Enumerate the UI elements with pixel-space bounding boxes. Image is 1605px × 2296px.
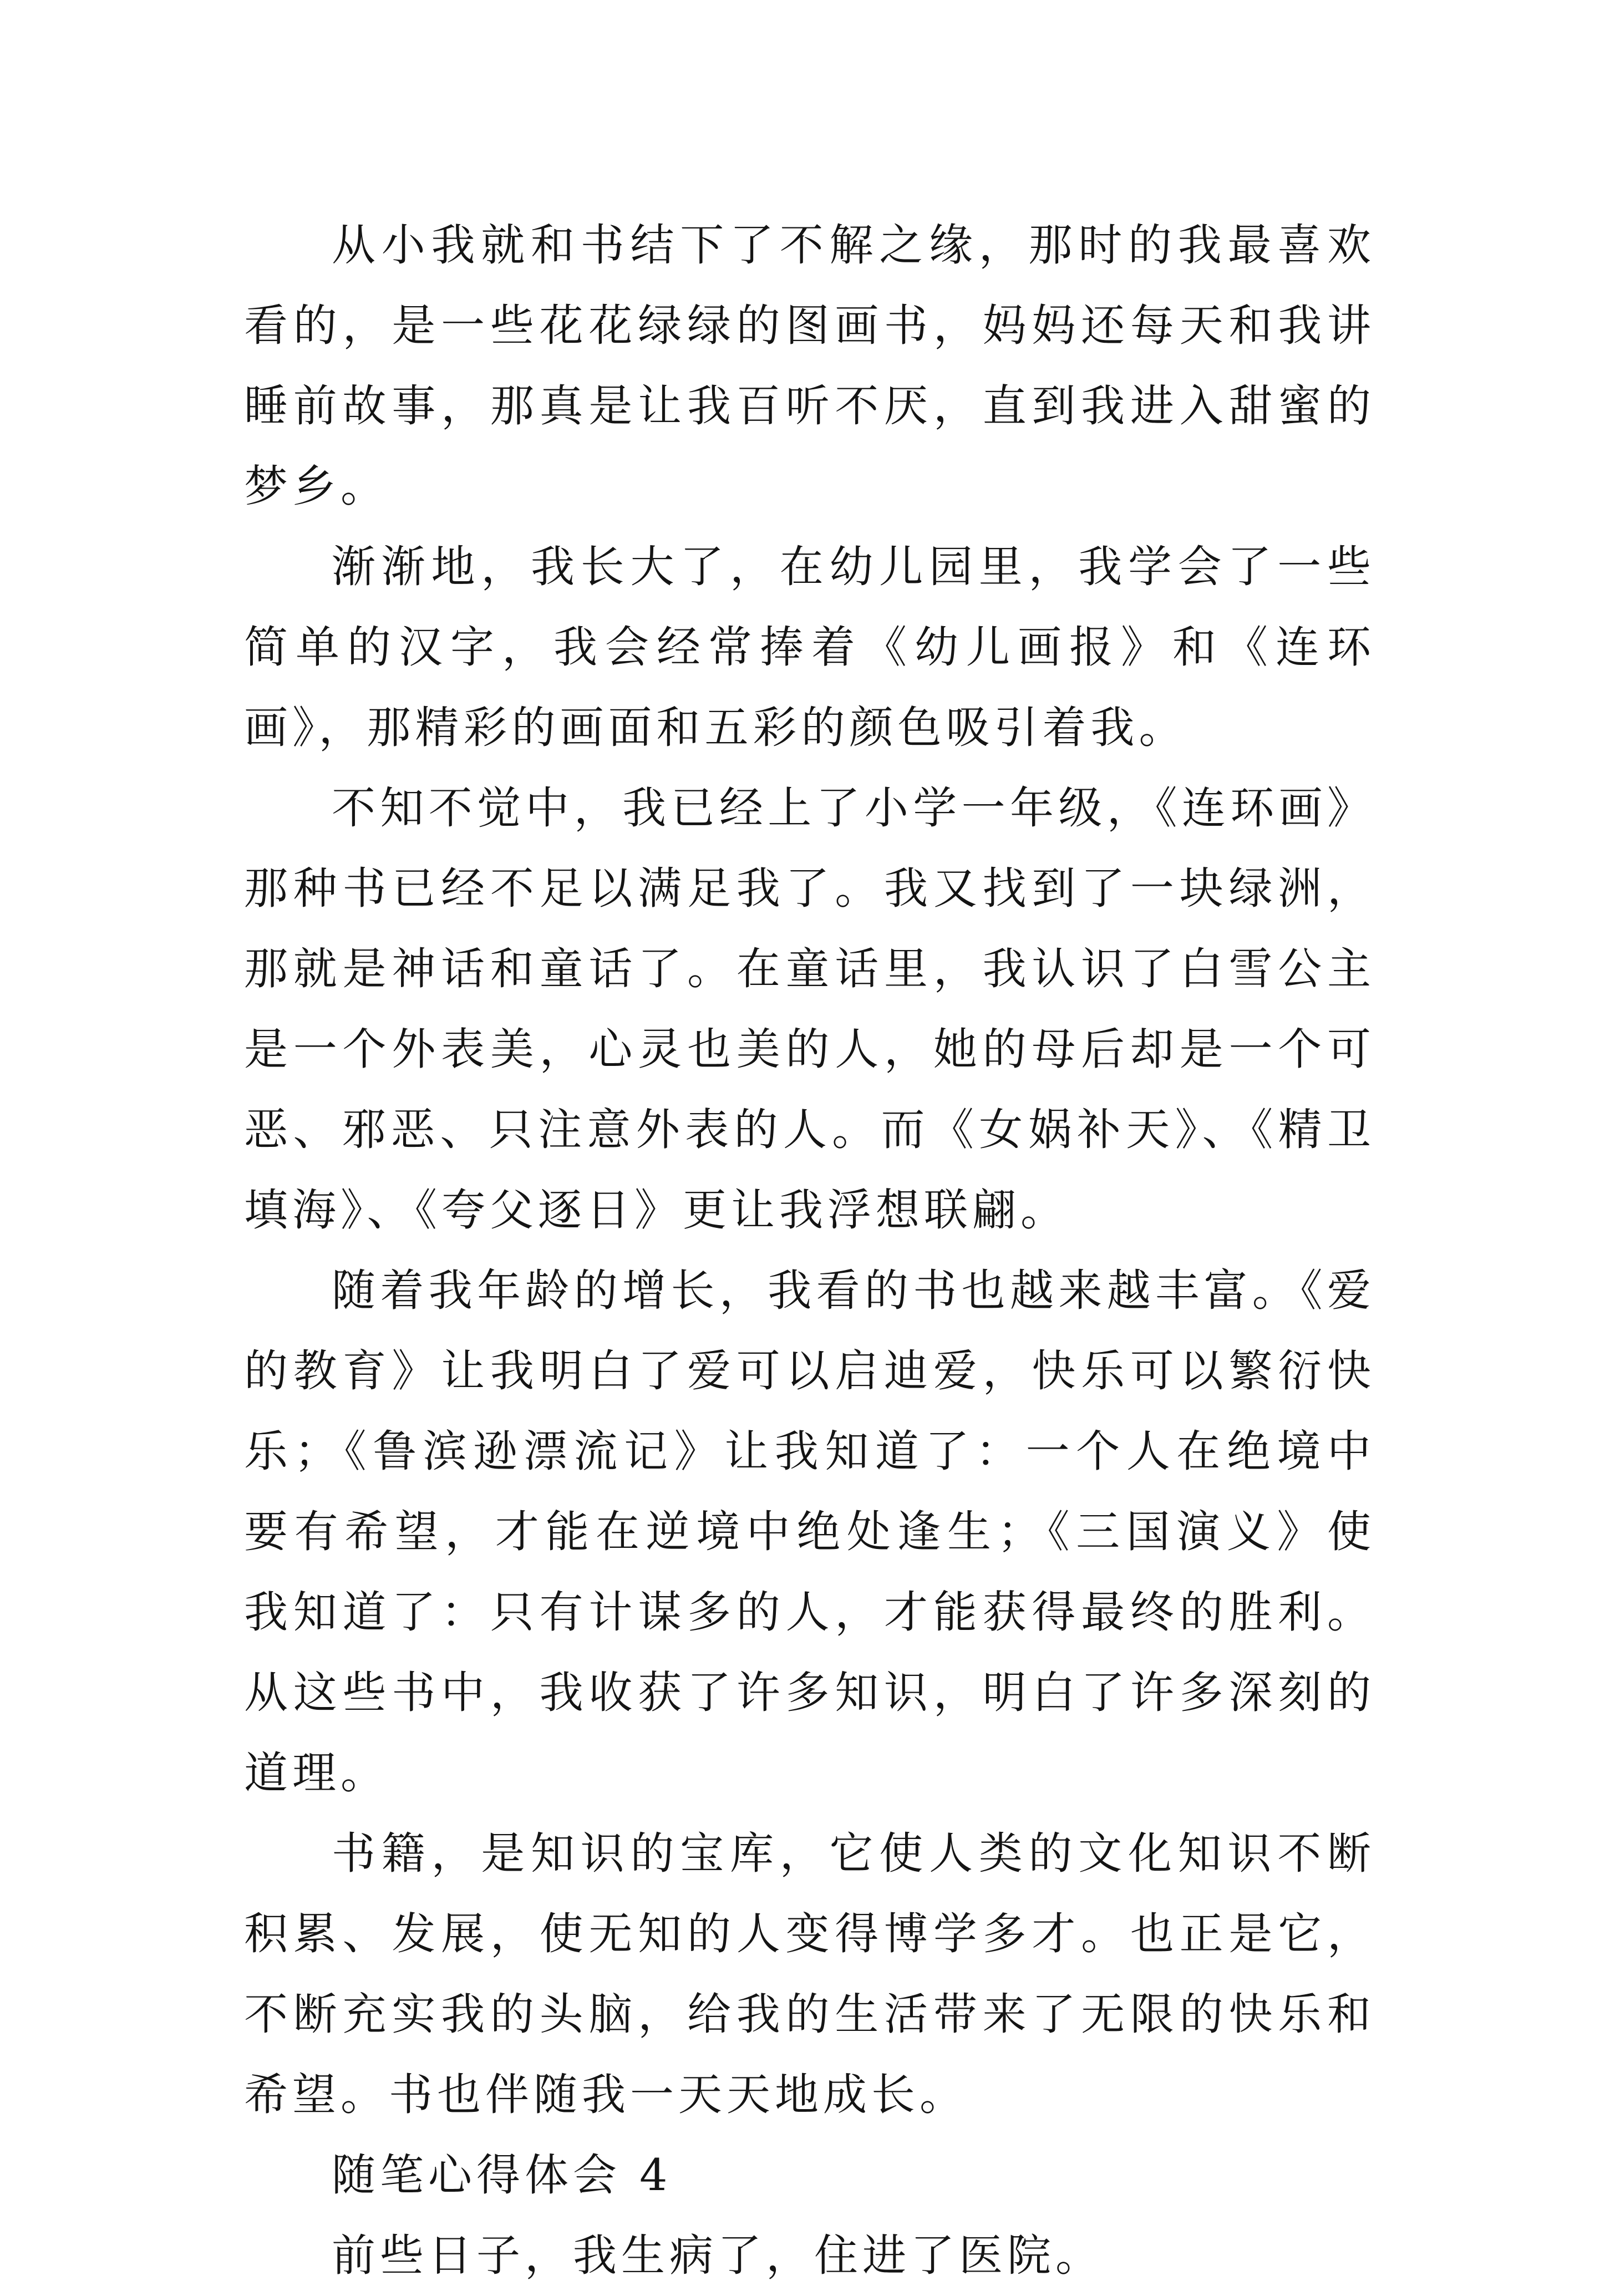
paragraph-books-treasury: 书籍，是知识的宝库，它使人类的文化知识不断积累、发展，使无知的人变得博学多才。也正是它，不断充实我的头脑，给我的生活带来了无限的快乐和希望。书也伴随我一天天地成长。	[244, 1828, 1375, 2120]
paragraph-kindergarten: 渐渐地，我长大了，在幼儿园里，我学会了一些简单的汉字，我会经常捧着《幼儿画报》和《连环画》，那精彩的画面和五彩的颜色吸引着我。	[244, 541, 1375, 753]
paragraph-childhood-picture-books: 从小我就和书结下了不解之缘，那时的我最喜欢看的，是一些花花绿绿的图画书，妈妈还每天和我讲睡前故事，那真是让我百听不厌，直到我进入甜蜜的梦乡。	[244, 220, 1375, 512]
document-body	[244, 205, 1375, 2296]
paragraph-hospital: 前些日子，我生病了，住进了医院。	[332, 2230, 1104, 2281]
section-heading: 随笔心得体会 4	[332, 2150, 672, 2201]
paragraph-first-grade-fairy-tales: 不知不觉中，我已经上了小学一年级，《连环画》那种书已经不足以满足我了。我又找到了一块绿洲，那就是神话和童话了。在童话里，我认识了白雪公主是一个外表美，心灵也美的人，她的母后却是一个可恶、邪恶、只注意外表的人。而《女娲补天》、《精卫填海》、《夸父逐日》更让我浮想联翩。	[244, 783, 1375, 1236]
paragraph-growing-reading: 随着我年龄的增长，我看的书也越来越丰富。《爱的教育》让我明白了爱可以启迪爱，快乐可以繁衍快乐；《鲁滨逊漂流记》让我知道了：一个人在绝境中要有希望，才能在逆境中绝处逢生；《三国演义》使我知道了：只有计谋多的人，才能获得最终的胜利。从这些书中，我收获了许多知识，明白了许多深刻的道理。	[244, 1265, 1375, 1799]
